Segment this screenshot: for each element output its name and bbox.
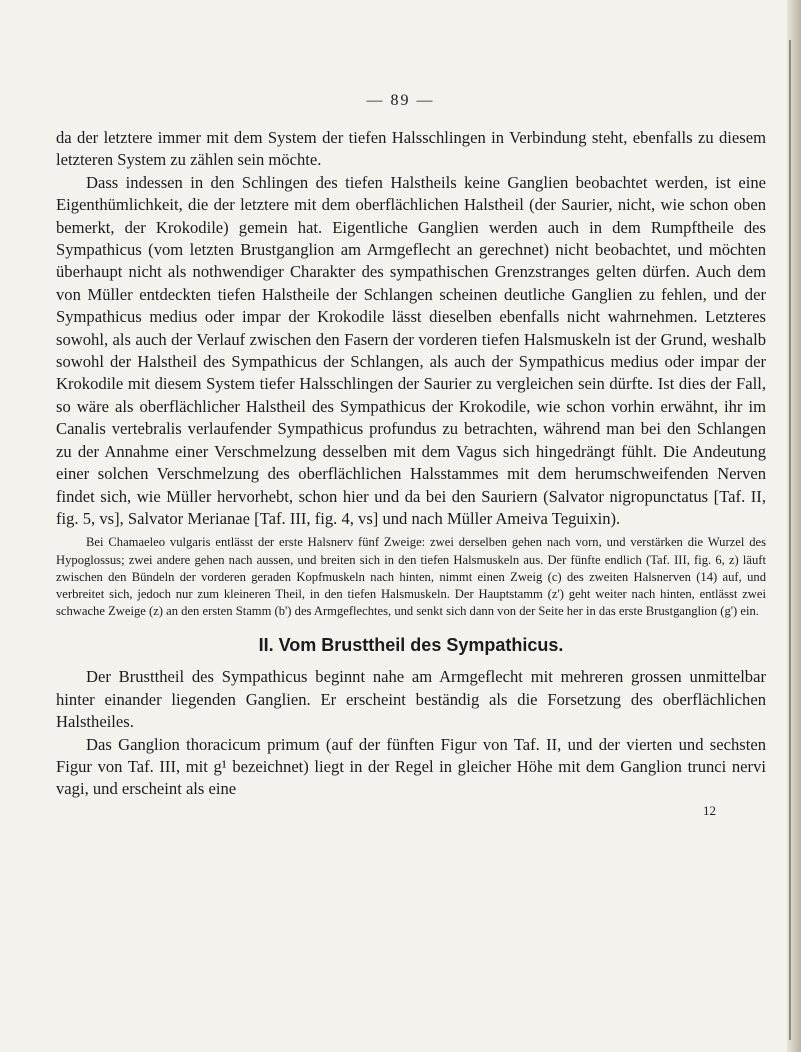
paragraph-main: Dass indessen in den Schlingen des tiefen Halstheils keine Ganglien beobachtet werden, ist eine Eigenthümlichkeit, die der letztere mit dem oberflächlichen Halstheil (der Saurier, nicht, wie schon oben bemerkt, der Krokodile) gemein hat. Eigentliche Ganglien werden auch in dem Rumpftheile des Sympathicus (vom letzten Brustganglion am Armgeflecht an gerechnet) nicht beobachtet, und möchten überhaupt nicht als nothwendiger Charakter des sympathischen Grenzstranges gelten dürfen. Auch dem von Müller entdeckten tiefen Halstheile der Schlangen scheinen deutliche Ganglien zu fehlen, und der Sympathicus medius oder impar der Krokodile lässt dieselben ebenfalls nicht wahrnehmen. Letzteres sowohl, als auch der Verlauf zwischen den Fasern der vorderen tiefen Halsmuskeln ist der Grund, weshalb sowohl der Halstheil des Sympathicus der Schlangen, als auch der Sympathicus medius oder impar der Krokodile mit diesem System tiefer Halsschlingen der Saurier zu vergleichen sein dürfte. Ist dies der Fall, so wäre als oberflächlicher Halstheil des Sympathicus der Krokodile, wie schon vorhin erwähnt, ihr im Canalis vertebralis verlaufender Sympathicus profundus zu betrachten, während man bei den Schlangen zu der Annahme einer Verschmelzung desselben mit dem Vagus sich hingedrängt fühlt. Die Andeutung einer solchen Verschmelzung des oberflächlichen Halsstammes mit dem herumschweifenden Nerven findet sich, wie Müller hervorhebt, schon hier und da bei den Sauriern (Salvator nigropunctatus [Taf. II, fig. 5, vs], Salvator Merianae [Taf. III, fig. 4, vs] und nach Müller Ameiva Teguixin). [56, 172, 766, 528]
section-paragraph-1: Der Brusttheil des Sympathicus beginnt nahe am Armgeflecht mit mehreren grossen unmittelbar hinter einander liegenden Ganglien. Er erscheint beständig als die Forsetzung des oberflächlichen Halstheiles. [56, 667, 766, 732]
page-body [56, 127, 766, 819]
page-edge-line [789, 40, 791, 1040]
section-paragraph-2: Das Ganglion thoracicum primum (auf der fünften Figur von Taf. II, und der vierten und sechsten Figur von Taf. III, mit g¹ bezeichnet) liegt in der Regel in gleicher Höhe mit dem Ganglion trunci nervi vagi, und erscheint als eine [56, 734, 766, 799]
signature-mark: 12 [703, 802, 716, 818]
page-number: — 89 — [366, 92, 435, 109]
paragraph-continuation: da der letztere immer mit dem System der tiefen Halsschlingen in Verbindung steht, ebenfalls zu diesem letzteren System zu zählen sein möchte. [56, 128, 766, 170]
section-heading: II. Vom Brusttheil des Sympathicus. [258, 635, 564, 656]
paragraph-small-print: Bei Chamaeleo vulgaris entlässt der erste Halsnerv fünf Zweige: zwei derselben gehen nach vorn, und verstärken die Wurzel des Hypoglossus; zwei andere gehen nach aussen, und breiten sich in den tiefen Halsmuskeln aus. Der fünfte endlich (Taf. III, fig. 6, z) läuft zwischen den Bündeln der vorderen geraden Kopfmuskeln nach hinten, nimmt einen Zweig (c) des zweiten Halsnerven (14) auf, und verbreitet sich, jedoch nur zum kleineren Theil, in den tiefen Halsmuskeln. Der Hauptstamm (z') geht weiter nach hinten, entlässt zwei schwache Zweige (z) an den ersten Stamm (b') des Armgeflechtes, und senkt sich dann von der Seite her in das erste Brustganglion (g') ein. [56, 535, 766, 619]
